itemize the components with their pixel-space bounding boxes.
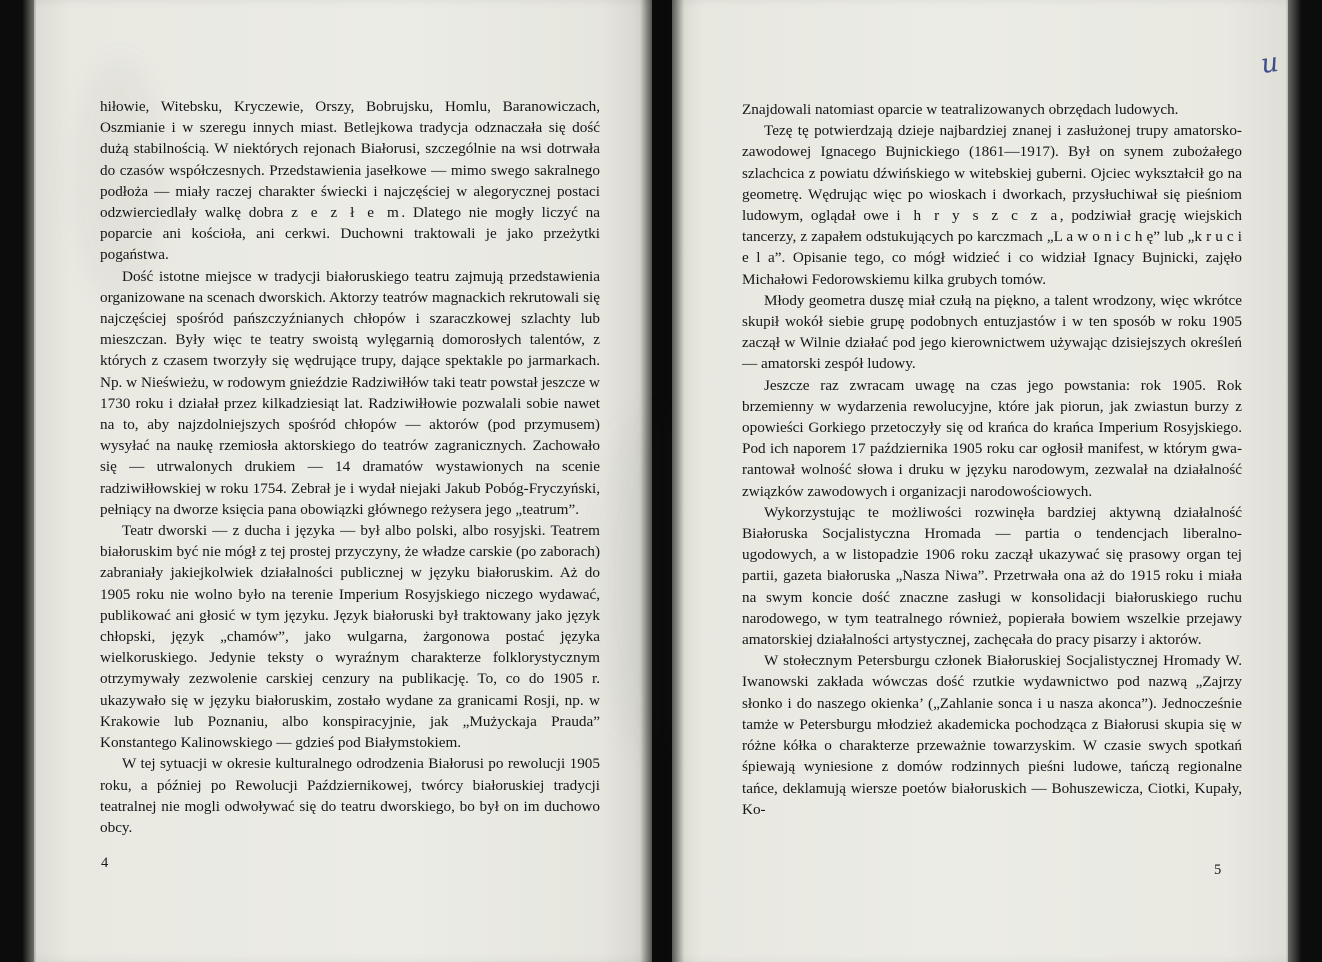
emphasized-term: i h r y s z c z a	[896, 207, 1060, 225]
paragraph	[742, 120, 1242, 290]
text-run: W stołecznym Petersburgu członek Białoruskiej Socjalistycznej Hromady W. Iwanowski zakłada wówczas dość rzutkie wydawnictwo pod nazwą „Zajrzy słonko i do naszego okienka’ („Zahlanie sonca i u nasza akonca”). Jednocześnie tamże w Petersburgu młodzież akademicka pochodząca z Białorusi skupia się w różne kółka o charakterze przeważnie towarzyskim. W czasie swych spotkań śpiewają wyniesione z domów rodzinnych pieśni ludowe, tańczą regionalne tańce, deklamują wiersze poetów białoruskich — Bohuszewicza, Ciotki, Kupały, Ko-	[742, 652, 1242, 818]
paragraph	[100, 753, 600, 838]
text-run: Tezę tę potwierdzają dzieje najbardziej znanej i zasłużonej trupy amatorsko-zawodowej Ignacego Bujnickiego (1861—1917). Był on synem zubożałego szlachcica z powiatu dźwińskiego w witebskiej guberni. Ojciec wykształcił go na geometrę. Wędrując więc po wioskach i dworkach, przysłuchiwał się pieśniom ludowym, oglądał owe	[742, 122, 1242, 225]
handwritten-annotation: u	[1258, 46, 1281, 81]
paragraph	[742, 99, 1242, 120]
page-number-left: 4	[101, 855, 109, 871]
paragraph	[742, 650, 1242, 820]
text-run: , podziwiał grację wiejskich tancerzy, z zapałem odstukujących po karczmach „L a w o n i c h ę” lub „k r u c i e l a”. Opisanie tego, co mógł widzieć i co widział Ignacy Bujnicki, zajęło Michałowi Fedorowskiemu kilka grubych tomów.	[742, 207, 1242, 288]
paragraph	[742, 502, 1242, 650]
text-run: Znajdowali natomiast oparcie w teatralizowanych obrzędach ludowych.	[742, 101, 1179, 118]
right-page-text-column	[742, 99, 1242, 820]
left-page-edge	[22, 0, 36, 962]
text-run: . Dlatego nie mogły liczyć na poparcie ani kościoła, ani cerkwi. Duchowni traktowali je jako przeżytki pogaństwa.	[100, 204, 600, 264]
paragraph	[742, 375, 1242, 502]
emphasized-term: z e z ł e m	[291, 204, 402, 222]
text-run: Jeszcze raz zwracam uwagę na czas jego powstania: rok 1905. Rok brzemienny w wydarzenia rewolucyjne, które jak piorun, jak zwiastun burzy z opowieści Gorkiego przetoczyły się od krańca do krańca Imperium Rosyjskiego. Pod ich naporem 17 października 1905 roku car ogłosił manifest, w którym gwarantował wolność słowa i druku w języku narodowym, zezwalał na działalność związków zawodowych i organizacji narodowościowych.	[742, 376, 1242, 500]
text-run: Dość istotne miejsce w tradycji białoruskiego teatru zajmują przedstawienia organizowane na scenach dworskich. Aktorzy teatrów magnackich rekrutowali się najczęściej spośród pańszczyźnianych chłopów i szaraczkowej szlachty lub mieszczan. Były więc te teatry swoistą wylęgarnią domorosłych talentów, z których z czasem tworzyły się wędrujące trupy, dające spektakle po jarmarkach. Np. w Nieświeżu, w rodowym gnieździe Radziwiłłów taki teatr powstał jeszcze w 1730 roku i działał przez kilkadziesiąt lat. Radziwiłłowie pozwalali sobie nawet na to, aby najzdolniejszych spośród chłopów — aktorów (pod przymusem) wysyłać na naukę rzemiosła aktorskiego do teatrów zagranicznych. Zachowało się — utrwalonych drukiem — 14 dramatów wystawionych na scenie radziwiłłowskiej w roku 1754. Zebrał je i wydał niejaki Jakub Pobóg-Fryczyński, pełniący na dworze księcia pana obowiązki głównego reżysera jego „teatrum”.	[100, 267, 600, 518]
text-run: hiłowie, Witebsku, Kryczewie, Orszy, Bobrujsku, Homlu, Baranowiczach, Oszmianie i w szeregu innych miast. Betlejkowa tradycja odznaczała się dość dużą stabilnością. W niektórych rejonach Białorusi, szczególnie na wsi dotrwała do czasów współczesnych. Przedstawienia jasełkowe — mimo swego sakralnego podłoża — miały raczej charakter świecki i najczęściej w alegorycznej postaci odzwierciedlały walkę dobra	[100, 98, 600, 222]
paragraph	[100, 96, 600, 266]
paragraph	[100, 266, 600, 520]
paragraph	[742, 290, 1242, 375]
text-run: W tej sytuacji w okresie kulturalnego odrodzenia Białorusi po rewolucji 1905 roku, a później po Rewolucji Październikowej, twórcy białoruskiej tradycji teatralnej nie mogli odwoływać się do teatru dworskiego, bo był on im duchowo obcy.	[100, 755, 600, 836]
paragraph	[100, 520, 600, 753]
text-run: Młody geometra duszę miał czułą na piękno, a talent wrodzony, więc wkrótce skupił wokół siebie grupę podobnych entuzjastów i w ten sposób w roku 1905 zaczął w Wilnie działać pod jego kierownictwem używając dzisiejszych określeń — amatorski zespół ludowy.	[742, 291, 1242, 373]
text-run: Teatr dworski — z ducha i języka — był albo polski, albo rosyjski. Teatrem białoruskim być nie mógł z tej prostej przyczyny, że władze carskie (po zaborach) zabraniały jakiejkolwiek działalności publicznej w języku białoruskim. Aż do 1905 roku nie wolno było na terenie Imperium Rosyjskiego niczego wydawać, publikować ani głosić w tym języku. Język białoruski był traktowany jako język chłopski, język „chamów”, jako wulgarna, żargonowa postać języka wielkoruskiego. Jedynie teksty o wyraźnym charakterze folklorystycznym otrzymywały zezwolenie carskiej cenzury na publikację. To, co do 1905 r. ukazywało się w języku białoruskim, zostało wydane za granicami Rosji, np. w Krakowie lub Poznaniu, albo konspiracyjnie, jak „Mużyckaja Prauda” Konstantego Kalinowskiego — gdzieś pod Białymstokiem.	[100, 522, 600, 752]
right-page-edge	[1286, 0, 1302, 962]
left-page-text-column	[100, 96, 600, 838]
page-number-right: 5	[1214, 862, 1222, 878]
text-run: Wykorzystując te możliwości rozwinęła bardziej aktywną działalność Białoruska Socjalistyczna Hromada — partia o tendencjach liberalno-ugodowych, a w listopadzie 1906 roku zaczął ukazywać się prasowy organ tej partii, gazeta białoruska „Nasza Niwa”. Przetrwała ona aż do 1915 roku i miała na swym koncie dość znaczne zasługi w konsolidacji białoruskiego ruchu narodowego, w tym teatralnego również, popierała bowiem wszelkie przejawy amatorskiej działalności artystycznej, zachęcała do pracy pisarzy i aktorów.	[742, 503, 1242, 649]
book-gutter-shadow	[640, 0, 684, 962]
